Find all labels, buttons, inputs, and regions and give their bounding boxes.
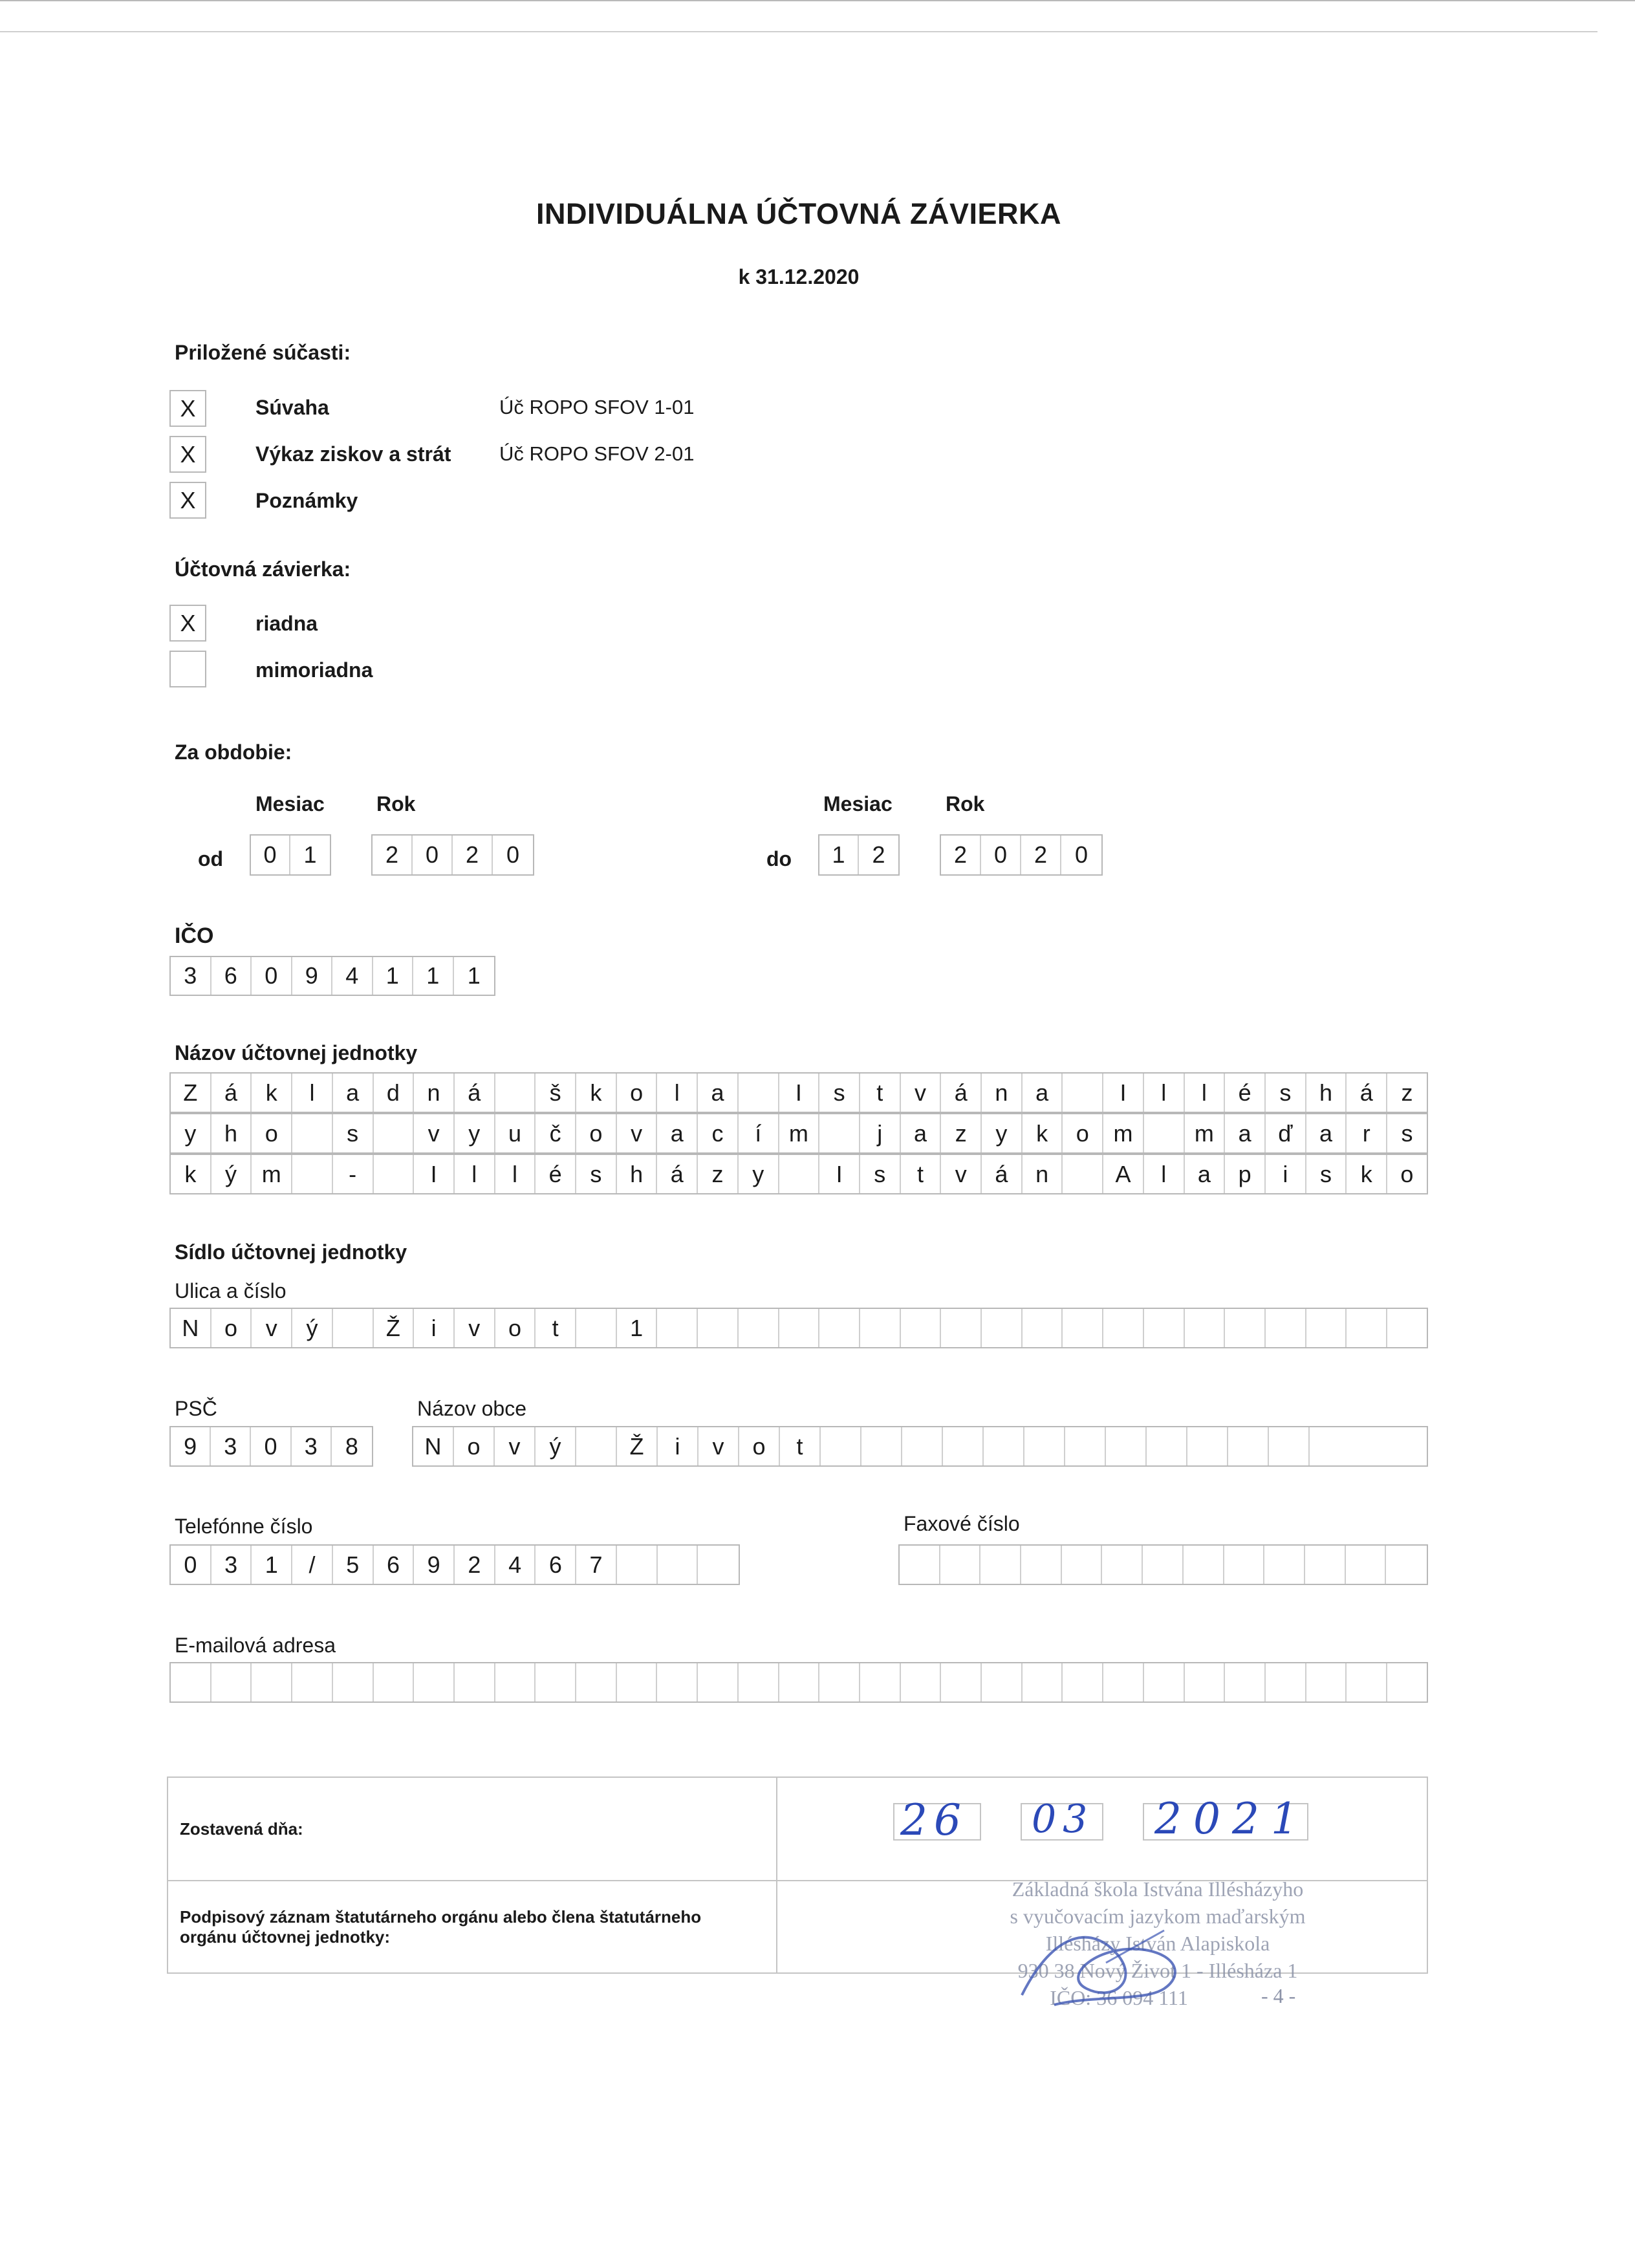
- fax-grid[interactable]: [898, 1544, 1428, 1585]
- grid-cell: 2: [941, 836, 981, 874]
- to-label: do: [766, 847, 792, 870]
- grid-cell: o: [454, 1427, 495, 1465]
- grid-cell: n: [1023, 1155, 1063, 1193]
- grid-cell: n: [982, 1074, 1023, 1112]
- grid-cell: [1387, 1663, 1427, 1701]
- grid-cell: [1386, 1546, 1427, 1584]
- grid-cell: 1: [617, 1309, 658, 1347]
- grid-cell: [292, 1155, 333, 1193]
- grid-cell: [1266, 1663, 1306, 1701]
- grid-cell: p: [1225, 1155, 1266, 1193]
- grid-cell: 3: [292, 1427, 332, 1465]
- ico-grid[interactable]: [169, 956, 495, 996]
- grid-cell: I: [1103, 1074, 1144, 1112]
- grid-cell: á: [657, 1155, 698, 1193]
- grid-cell: i: [1266, 1155, 1306, 1193]
- checkbox-vykaz[interactable]: X: [169, 436, 206, 473]
- grid-cell: [1225, 1663, 1266, 1701]
- grid-cell: [739, 1663, 779, 1701]
- grid-cell: š: [536, 1074, 576, 1112]
- grid-cell: l: [657, 1074, 698, 1112]
- grid-cell: Ž: [617, 1427, 658, 1465]
- grid-cell: [1306, 1663, 1347, 1701]
- grid-cell: 2: [453, 836, 493, 874]
- psc-grid[interactable]: [169, 1426, 373, 1467]
- grid-cell: r: [1347, 1114, 1387, 1152]
- grid-cell: l: [1144, 1155, 1185, 1193]
- grid-cell: [739, 1074, 779, 1112]
- grid-cell: 1: [373, 957, 414, 995]
- grid-cell: [414, 1663, 455, 1701]
- grid-cell: /: [292, 1546, 333, 1584]
- to-month-label: Mesiac: [823, 792, 893, 815]
- grid-cell: [1347, 1663, 1387, 1701]
- grid-cell: [698, 1546, 739, 1584]
- grid-cell: 0: [506, 841, 520, 868]
- grid-cell: l: [1185, 1074, 1226, 1112]
- attachment-name: Poznámky: [255, 489, 358, 512]
- seat-label: Sídlo účtovnej jednotky: [175, 1240, 407, 1264]
- grid-cell: 0: [171, 1546, 211, 1584]
- checkbox-poznamky[interactable]: X: [169, 482, 206, 519]
- grid-cell: [1187, 1427, 1228, 1465]
- grid-cell: a: [1023, 1074, 1063, 1112]
- stamp-line: s vyučovacím jazykom maďarským: [1010, 1905, 1306, 1928]
- grid-cell: o: [617, 1074, 658, 1112]
- grid-cell: [1269, 1427, 1310, 1465]
- grid-cell: [901, 1309, 942, 1347]
- page-number: - 4 -: [1261, 1984, 1296, 2007]
- entity-name-row-3[interactable]: [169, 1154, 1428, 1194]
- grid-cell: [292, 1114, 333, 1152]
- phone-grid[interactable]: [169, 1544, 740, 1585]
- grid-cell: [1144, 1663, 1185, 1701]
- grid-cell: I: [819, 1155, 860, 1193]
- table-divider: [776, 1778, 777, 1972]
- grid-cell: y: [982, 1114, 1023, 1152]
- grid-cell: 0: [251, 1427, 291, 1465]
- grid-cell: [819, 1309, 860, 1347]
- grid-cell: [698, 1663, 739, 1701]
- grid-cell: 3: [171, 957, 211, 995]
- grid-cell: 0: [251, 836, 290, 874]
- grid-cell: 1: [252, 1546, 292, 1584]
- grid-cell: 9: [414, 1546, 455, 1584]
- grid-cell: [941, 1309, 982, 1347]
- grid-cell: [455, 1663, 495, 1701]
- grid-cell: l: [495, 1155, 536, 1193]
- grid-cell: [943, 1427, 984, 1465]
- grid-cell: z: [698, 1155, 739, 1193]
- grid-cell: o: [739, 1427, 780, 1465]
- compiled-date-label: Zostavená dňa:: [180, 1819, 303, 1839]
- grid-cell: [617, 1546, 658, 1584]
- grid-cell: [1143, 1546, 1184, 1584]
- scan-edge-top: [0, 0, 1635, 1]
- grid-cell: s: [1401, 1119, 1413, 1147]
- grid-cell: [902, 1427, 943, 1465]
- grid-cell: n: [414, 1074, 455, 1112]
- grid-cell: [495, 1074, 536, 1112]
- grid-cell: i: [658, 1427, 698, 1465]
- grid-cell: [980, 1546, 1021, 1584]
- grid-cell: 3: [211, 1427, 251, 1465]
- from-month-grid[interactable]: [250, 834, 331, 876]
- grid-cell: l: [1144, 1074, 1185, 1112]
- grid-cell: [779, 1155, 820, 1193]
- checkbox-suvaha[interactable]: X: [169, 390, 206, 427]
- grid-cell: [1266, 1309, 1306, 1347]
- grid-cell: c: [698, 1114, 739, 1152]
- grid-cell: [1065, 1427, 1106, 1465]
- grid-cell: z: [941, 1114, 982, 1152]
- grid-cell: a: [1185, 1155, 1226, 1193]
- stamp-line: Illésházy István Alapiskola: [1045, 1932, 1270, 1955]
- grid-cell: N: [171, 1309, 211, 1347]
- grid-cell: z: [1401, 1079, 1413, 1106]
- grid-cell: t: [901, 1155, 942, 1193]
- fax-label: Faxové číslo: [904, 1512, 1020, 1535]
- grid-cell: 3: [211, 1546, 252, 1584]
- grid-cell: [333, 1309, 374, 1347]
- grid-cell: [1103, 1663, 1144, 1701]
- grid-cell: [1305, 1546, 1346, 1584]
- grid-cell: k: [171, 1155, 211, 1193]
- compiled-year-handwritten: 2021: [1154, 1794, 1310, 1844]
- grid-cell: [1023, 1663, 1063, 1701]
- grid-cell: [1063, 1309, 1103, 1347]
- grid-cell: y: [455, 1114, 495, 1152]
- compiled-day-handwritten: 26: [900, 1795, 968, 1845]
- grid-cell: [819, 1663, 860, 1701]
- grid-cell: h: [1306, 1074, 1347, 1112]
- city-label: Názov obce: [417, 1397, 526, 1420]
- email-label: E-mailová adresa: [175, 1634, 336, 1657]
- city-grid[interactable]: [412, 1426, 1428, 1467]
- attachments-label: Priložené súčasti:: [175, 341, 351, 364]
- grid-cell: [819, 1114, 860, 1152]
- grid-cell: [984, 1427, 1024, 1465]
- grid-cell: s: [1266, 1074, 1306, 1112]
- grid-cell: m: [779, 1114, 820, 1152]
- grid-cell: y: [739, 1155, 779, 1193]
- checkbox-riadna[interactable]: X: [169, 605, 206, 642]
- grid-cell: 0: [1075, 841, 1088, 868]
- grid-cell: [1024, 1427, 1065, 1465]
- grid-cell: i: [414, 1309, 455, 1347]
- grid-cell: 8: [345, 1432, 358, 1460]
- grid-cell: 9: [292, 957, 333, 995]
- grid-cell: v: [495, 1427, 536, 1465]
- grid-cell: v: [901, 1074, 942, 1112]
- grid-cell: [940, 1546, 981, 1584]
- grid-cell: [1346, 1546, 1387, 1584]
- grid-cell: [779, 1309, 820, 1347]
- grid-cell: a: [333, 1074, 374, 1112]
- grid-cell: s: [860, 1155, 901, 1193]
- grid-cell: l: [455, 1155, 495, 1193]
- closing-type-name: mimoriadna: [255, 658, 373, 682]
- grid-cell: a: [1225, 1114, 1266, 1152]
- grid-cell: [1063, 1155, 1103, 1193]
- grid-cell: [1347, 1309, 1387, 1347]
- grid-cell: ď: [1266, 1114, 1306, 1152]
- grid-cell: A: [1103, 1155, 1144, 1193]
- grid-cell: t: [536, 1309, 576, 1347]
- email-grid[interactable]: [169, 1662, 1428, 1703]
- grid-cell: I: [779, 1074, 820, 1112]
- attachment-name: Súvaha: [255, 396, 329, 419]
- stamp-line: Základná škola Istvána Illésházyho: [1012, 1877, 1304, 1901]
- grid-cell: s: [1306, 1155, 1347, 1193]
- grid-cell: 0: [413, 836, 453, 874]
- from-month-label: Mesiac: [255, 792, 325, 815]
- grid-cell: [900, 1546, 940, 1584]
- grid-cell: v: [414, 1114, 455, 1152]
- grid-cell: [941, 1663, 982, 1701]
- grid-cell: í: [739, 1114, 779, 1152]
- grid-cell: [901, 1663, 942, 1701]
- to-year-label: Rok: [946, 792, 985, 815]
- grid-cell: a: [1306, 1114, 1347, 1152]
- closing-type-name: riadna: [255, 612, 318, 635]
- entity-name-row-1[interactable]: [169, 1072, 1428, 1113]
- grid-cell: I: [414, 1155, 455, 1193]
- grid-cell: [982, 1663, 1023, 1701]
- to-year-grid[interactable]: [940, 834, 1103, 876]
- document-title: INDIVIDUÁLNA ÚČTOVNÁ ZÁVIERKA: [536, 197, 1062, 230]
- grid-cell: [1306, 1309, 1347, 1347]
- grid-cell: m: [1185, 1114, 1226, 1152]
- grid-cell: 1: [413, 957, 454, 995]
- grid-cell: [536, 1663, 576, 1701]
- grid-cell: ý: [536, 1427, 576, 1465]
- grid-cell: á: [941, 1074, 982, 1112]
- grid-cell: u: [495, 1114, 536, 1152]
- grid-cell: [861, 1427, 902, 1465]
- grid-cell: a: [698, 1074, 739, 1112]
- grid-cell: v: [698, 1427, 739, 1465]
- grid-cell: [1023, 1309, 1063, 1347]
- grid-cell: v: [617, 1114, 658, 1152]
- phone-label: Telefónne číslo: [175, 1515, 313, 1538]
- period-label: Za obdobie:: [175, 740, 292, 764]
- grid-cell: 6: [374, 1546, 415, 1584]
- grid-cell: v: [455, 1309, 495, 1347]
- grid-cell: 4: [495, 1546, 536, 1584]
- grid-cell: é: [1225, 1074, 1266, 1112]
- grid-cell: [495, 1663, 536, 1701]
- grid-cell: k: [1347, 1155, 1387, 1193]
- signature-record-label: Podpisový záznam štatutárneho orgánu alebo člena štatutárneho orgánu účtovnej jednotky:: [180, 1907, 702, 1947]
- grid-cell: [1264, 1546, 1305, 1584]
- grid-cell: ý: [292, 1309, 333, 1347]
- grid-cell: m: [252, 1155, 292, 1193]
- grid-cell: [333, 1663, 374, 1701]
- grid-cell: 0: [252, 957, 292, 995]
- grid-cell: k: [1023, 1114, 1063, 1152]
- attachment-form: Úč ROPO SFOV 1-01: [499, 396, 695, 418]
- grid-cell: o: [211, 1309, 252, 1347]
- grid-cell: [1106, 1427, 1147, 1465]
- grid-cell: [657, 1663, 698, 1701]
- grid-cell: d: [374, 1074, 415, 1112]
- grid-cell: [698, 1309, 739, 1347]
- grid-cell: k: [252, 1074, 292, 1112]
- grid-cell: h: [617, 1155, 658, 1193]
- grid-cell: 4: [332, 957, 373, 995]
- ico-label: IČO: [175, 923, 214, 948]
- grid-cell: 2: [1021, 836, 1061, 874]
- grid-cell: [1147, 1427, 1187, 1465]
- grid-cell: N: [413, 1427, 454, 1465]
- grid-cell: [1021, 1546, 1062, 1584]
- grid-cell: [1102, 1546, 1143, 1584]
- grid-cell: á: [982, 1155, 1023, 1193]
- grid-cell: [211, 1663, 252, 1701]
- grid-cell: 6: [211, 957, 252, 995]
- grid-cell: [1184, 1546, 1224, 1584]
- grid-cell: o: [1400, 1160, 1414, 1187]
- grid-cell: s: [819, 1074, 860, 1112]
- grid-cell: l: [292, 1074, 333, 1112]
- grid-cell: [1063, 1663, 1103, 1701]
- signature-scribble: [1015, 1917, 1229, 2014]
- grid-cell: [576, 1309, 617, 1347]
- from-year-label: Rok: [376, 792, 416, 815]
- grid-cell: [1387, 1309, 1427, 1347]
- grid-cell: [1103, 1309, 1144, 1347]
- closing-type-label: Účtovná závierka:: [175, 557, 351, 581]
- compiled-month-handwritten: 03: [1032, 1797, 1094, 1842]
- grid-cell: á: [211, 1074, 252, 1112]
- from-year-grid[interactable]: [371, 834, 534, 876]
- grid-cell: s: [576, 1155, 617, 1193]
- grid-cell: [658, 1546, 698, 1584]
- grid-cell: [821, 1427, 861, 1465]
- grid-cell: 0: [981, 836, 1021, 874]
- grid-cell: [1144, 1114, 1185, 1152]
- grid-cell: [860, 1309, 901, 1347]
- grid-cell: o: [252, 1114, 292, 1152]
- grid-cell: 5: [333, 1546, 374, 1584]
- grid-cell: j: [860, 1114, 901, 1152]
- street-label: Ulica a číslo: [175, 1279, 287, 1302]
- grid-cell: [576, 1427, 617, 1465]
- grid-cell: [779, 1663, 820, 1701]
- grid-cell: á: [1347, 1074, 1387, 1112]
- grid-cell: y: [171, 1114, 211, 1152]
- grid-cell: Ž: [374, 1309, 415, 1347]
- grid-cell: v: [941, 1155, 982, 1193]
- grid-cell: [617, 1663, 658, 1701]
- grid-cell: m: [1103, 1114, 1144, 1152]
- grid-cell: ý: [211, 1155, 252, 1193]
- grid-cell: o: [1063, 1114, 1103, 1152]
- grid-cell: 9: [171, 1427, 211, 1465]
- grid-cell: [657, 1309, 698, 1347]
- grid-cell: [292, 1663, 333, 1701]
- grid-cell: [576, 1663, 617, 1701]
- entity-name-row-2[interactable]: [169, 1113, 1428, 1154]
- grid-cell: [1185, 1663, 1226, 1701]
- grid-cell: [1310, 1427, 1350, 1465]
- grid-cell: h: [211, 1114, 252, 1152]
- grid-cell: [374, 1663, 415, 1701]
- grid-cell: t: [860, 1074, 901, 1112]
- grid-cell: 2: [872, 841, 885, 868]
- grid-cell: Z: [171, 1074, 211, 1112]
- grid-cell: [374, 1114, 415, 1152]
- stamp-line: 930 38 Nový Život 1 - Illésháza 1: [1017, 1959, 1298, 1982]
- from-label: od: [198, 847, 224, 870]
- grid-cell: 1: [467, 962, 481, 989]
- stamp-line: IČO: 36 094 111: [1050, 1986, 1188, 2009]
- grid-cell: [982, 1309, 1023, 1347]
- grid-cell: 7: [576, 1546, 617, 1584]
- grid-cell: [1185, 1309, 1226, 1347]
- grid-cell: 1: [303, 841, 317, 868]
- grid-cell: [252, 1663, 292, 1701]
- grid-cell: č: [536, 1114, 576, 1152]
- grid-cell: o: [576, 1114, 617, 1152]
- grid-cell: [1144, 1309, 1185, 1347]
- grid-cell: [1225, 1309, 1266, 1347]
- grid-cell: [171, 1663, 211, 1701]
- grid-cell: 1: [819, 836, 859, 874]
- grid-cell: 2: [373, 836, 413, 874]
- grid-cell: k: [576, 1074, 617, 1112]
- grid-cell: o: [495, 1309, 536, 1347]
- street-grid[interactable]: [169, 1308, 1428, 1348]
- checkbox-mimoriadna[interactable]: [169, 651, 206, 687]
- entity-name-label: Názov účtovnej jednotky: [175, 1041, 418, 1064]
- grid-cell: v: [252, 1309, 292, 1347]
- grid-cell: 6: [536, 1546, 576, 1584]
- grid-cell: [1228, 1427, 1269, 1465]
- grid-cell: [860, 1663, 901, 1701]
- grid-cell: [1224, 1546, 1265, 1584]
- attachment-name: Výkaz ziskov a strát: [255, 442, 451, 466]
- grid-cell: [739, 1309, 779, 1347]
- grid-cell: [1063, 1074, 1103, 1112]
- document-date: k 31.12.2020: [738, 265, 860, 288]
- attachment-form: Úč ROPO SFOV 2-01: [499, 442, 695, 465]
- grid-cell: [1062, 1546, 1103, 1584]
- grid-cell: t: [780, 1427, 821, 1465]
- grid-cell: -: [333, 1155, 374, 1193]
- grid-cell: á: [455, 1074, 495, 1112]
- scan-edge-line: [0, 31, 1597, 32]
- grid-cell: a: [901, 1114, 942, 1152]
- grid-cell: 2: [455, 1546, 495, 1584]
- to-month-grid[interactable]: [818, 834, 900, 876]
- grid-cell: é: [536, 1155, 576, 1193]
- grid-cell: [374, 1155, 415, 1193]
- psc-label: PSČ: [175, 1397, 217, 1420]
- grid-cell: s: [333, 1114, 374, 1152]
- grid-cell: a: [657, 1114, 698, 1152]
